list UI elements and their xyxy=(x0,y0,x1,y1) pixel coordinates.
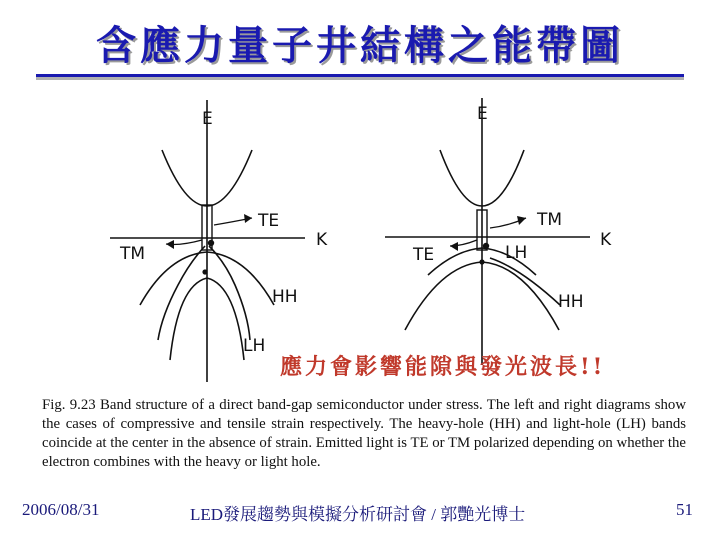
figure-caption: Fig. 9.23 Band structure of a direct band-gap semiconductor under stress. The left and right diagrams show the cases of compressive and tensile strain respectively. The heavy-hole (HH) and light-hole (LH) bands coincide at the center in the absence of strain. Emitted light is TE or TM polarized depending on whether the electron combines with the heavy or light hole. xyxy=(42,397,686,470)
left-band-diagram xyxy=(110,100,305,382)
left-tm-label: TM xyxy=(120,244,146,264)
footer-event: LED發展趨勢與模擬分析研討會 / 郭艷光博士 xyxy=(190,505,526,524)
right-k-label: K xyxy=(600,230,612,250)
slide-title: 含應力量子井結構之能帶圖 xyxy=(96,22,624,69)
right-hh-label: HH xyxy=(558,292,584,312)
left-lh-label: LH xyxy=(243,336,266,356)
left-te-label: TE xyxy=(258,211,280,231)
right-te-label: TE xyxy=(413,245,435,265)
left-hh-label: HH xyxy=(272,287,298,307)
strain-highlight-text: 應力會影響能隙與發光波長!! xyxy=(280,354,606,380)
left-lh-band-right xyxy=(209,246,250,340)
left-e-label: E xyxy=(202,109,213,129)
right-band-diagram xyxy=(385,98,590,365)
right-e-label: E xyxy=(477,104,488,124)
footer-page-number: 51 xyxy=(676,500,693,519)
right-lh-label: LH xyxy=(505,243,528,263)
right-tm-label: TM xyxy=(537,210,563,230)
footer-date: 2006/08/31 xyxy=(22,500,100,519)
left-k-label: K xyxy=(316,230,328,250)
